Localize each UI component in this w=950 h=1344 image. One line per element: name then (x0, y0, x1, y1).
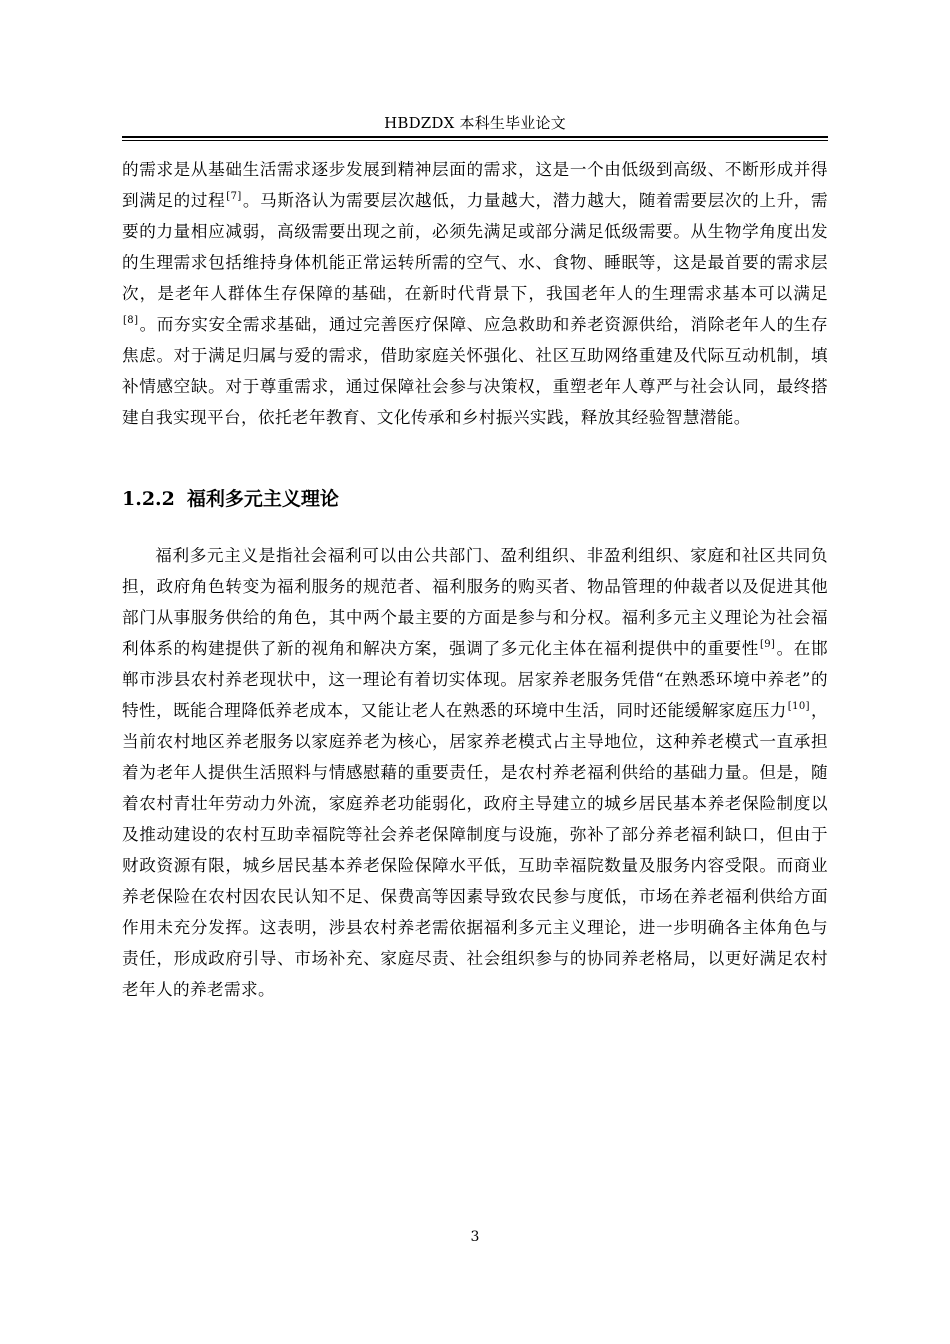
running-header: HBDZDX 本科生毕业论文 (384, 114, 566, 132)
citation-ref: [9] (759, 639, 776, 651)
paragraph-text: 的需求是从基础生活需求逐步发展到精神层面的需求，这是一个由低级到高级、不断形成并得到满足的过程 (122, 160, 828, 210)
header-rule-thick (122, 136, 828, 138)
paragraph-text: ，当前农村地区养老服务以家庭养老为核心，居家养老模式占主导地位，这种养老模式一直承担着为老年人提供生活照料与情感慰藉的重要责任，是农村养老福利供给的基础力量。但是，随着农村青壮年劳动力外流，家庭养老功能弱化，政府主导建立的城乡居民基本养老保险制度以及推动建设的农村互助幸福院等社会养老保障制度与设施，弥补了部分养老福利缺口，但由于财政资源有限，城乡居民基本养老保险保障水平低，互助幸福院数量及服务内容受限。而商业养老保险在农村因农民认知不足、保费高等因素导致农民参与度低，市场在养老福利供给方面作用未充分发挥。这表明，涉县农村养老需依据福利多元主义理论，进一步明确各主体角色与责任，形成政府引导、市场补充、家庭尽责、社会组织参与的协同养老格局，以更好满足农村老年人的养老需求。 (122, 701, 828, 999)
body-paragraph-2 (122, 540, 828, 1005)
body-paragraph-1 (122, 154, 828, 433)
paragraph-text: 。而夯实安全需求基础，通过完善医疗保障、应急救助和养老资源供给，消除老年人的生存焦虑。对于满足归属与爱的需求，借助家庭关怀强化、社区互助网络重建及代际互动机制，填补情感空缺。对于尊重需求，通过保障社会参与决策权，重塑老年人尊严与社会认同，最终搭建自我实现平台，依托老年教育、文化传承和乡村振兴实践，释放其经验智慧潜能。 (122, 315, 828, 427)
paragraph-text: 。马斯洛认为需要层次越低，力量越大，潜力越大，随着需要层次的上升，需要的力量相应减弱，高级需要出现之前，必须先满足或部分满足低级需要。从生物学角度出发的生理需求包括维持身体机能正常运转所需的空气、水、食物、睡眠等，这是最首要的需求层次，是老年人群体生存保障的基础，在新时代背景下，我国老年人的生理需求基本可以满足 (122, 191, 828, 303)
citation-ref: [10] (787, 701, 810, 713)
paragraph-text: 福利多元主义是指社会福利可以由公共部门、盈利组织、非盈利组织、家庭和社区共同负担，政府角色转变为福利服务的规范者、福利服务的购买者、物品管理的仲裁者以及促进其他部门从事服务供给的角色，其中两个最主要的方面是参与和分权。福利多元主义理论为社会福利体系的构建提供了新的视角和解决方案，强调了多元化主体在福利提供中的重要性 (122, 546, 828, 658)
citation-ref: [8] (123, 315, 139, 327)
section-number: 1.2.2 (122, 488, 175, 510)
section-title: 福利多元主义理论 (186, 488, 339, 510)
citation-ref: [7] (226, 191, 242, 203)
paragraph-text: 。在邯郸市涉县农村养老现状中，这一理论有着切实体现。居家养老服务凭借“在熟悉环境中养老”的特性，既能合理降低养老成本，又能让老人在熟悉的环境中生活，同时还能缓解家庭压力 (122, 639, 828, 720)
page-number: 3 (470, 1229, 480, 1245)
section-heading (122, 484, 828, 514)
header-rule-thin (122, 140, 828, 141)
